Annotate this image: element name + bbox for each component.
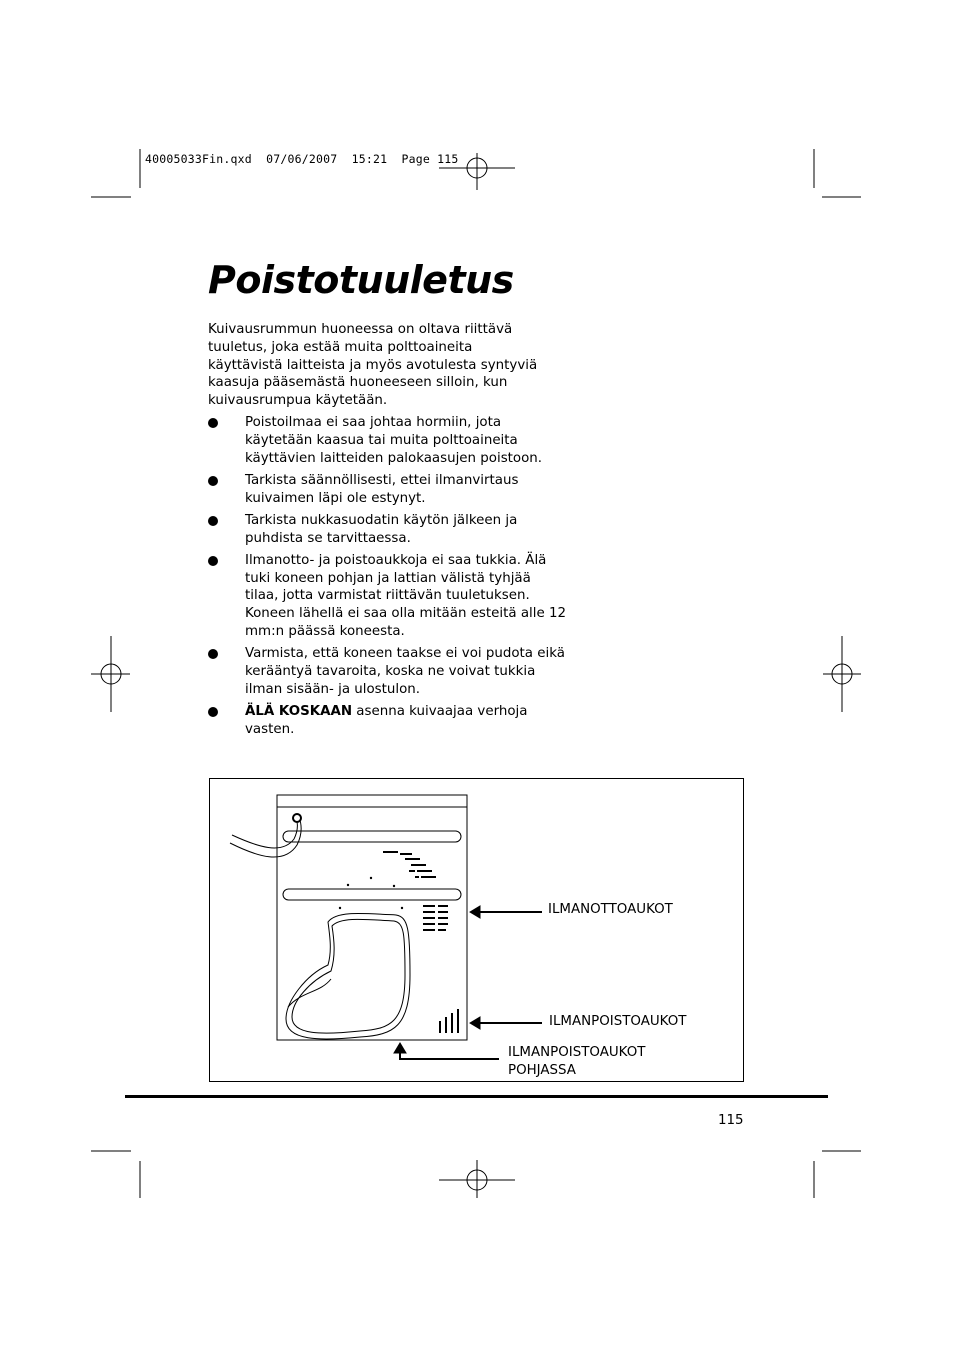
intro-paragraph: Kuivausrummun huoneessa on oltava riittävä tuuletus, joka estää muita polttoaineita käyttävistä laitteista ja myös avotulesta syntyviä kaasuja pääsemästä huoneeseen silloin, kun kuivausrumpua käytetään. (208, 322, 538, 409)
registration-mark-right (823, 636, 861, 712)
arrow-exhaust (470, 1017, 542, 1029)
bullet-text: Tarkista säännöllisesti, ettei ilmanvirtaus kuivaimen läpi ole estynyt. (245, 472, 519, 506)
arrow-intake (470, 906, 542, 918)
bullet-icon (208, 556, 218, 566)
list-item (208, 703, 568, 739)
bullet-text: asenna kuivaajaa verhoja vasten. (245, 703, 528, 737)
dryer-illustration (210, 779, 745, 1083)
dryer-ventilation-figure (209, 778, 744, 1082)
bullet-icon (208, 516, 218, 526)
file-slug: 40005033Fin.qxd 07/06/2007 15:21 Page 115 (145, 152, 459, 166)
page-number: 115 (718, 1113, 744, 1128)
list-item (208, 552, 568, 641)
label-exhaust: ILMANPOISTOAUKOT (549, 1014, 687, 1029)
cable-ring (293, 814, 301, 822)
bullet-text: Tarkista nukkasuodatin käytön jälkeen ja puhdista se tarvittaessa. (245, 512, 518, 546)
list-item (208, 414, 568, 467)
label-bottom-line2: POHJASSA (508, 1063, 576, 1078)
bullet-text: Ilmanotto- ja poistoaukkoja ei saa tukkia. Älä tuki koneen pohjan ja lattian välistä tyhjää tilaa, jotta varmistat riittävän tuuletuksen. Koneen lähellä ei saa olla mitään esteitä alle 12 mm:n päässä koneesta. (245, 552, 567, 639)
label-intake: ILMANOTTOAUKOT (548, 902, 673, 917)
page-title: Poistotuuletus (208, 258, 514, 302)
registration-mark-bottom (439, 1160, 515, 1198)
bullet-text: Varmista, että koneen taakse ei voi pudota eikä kerääntyä tavaroita, koska ne voivat tukkia ilman sisään- ja ulostulon. (245, 646, 565, 697)
list-item (208, 472, 568, 508)
bullet-icon (208, 649, 218, 659)
door-top-bar (283, 889, 461, 900)
bullet-icon (208, 707, 218, 717)
list-item (208, 645, 568, 698)
control-panel-bar (283, 831, 461, 842)
bullet-text: Poistoilmaa ei saa johtaa hormiin, jota käytetään kaasua tai muita polttoaineita käyttävien laitteiden palokaasujen poistoon. (245, 415, 543, 466)
arrow-bottom (394, 1043, 499, 1059)
label-bottom-line1: ILMANPOISTOAUKOT (508, 1045, 646, 1060)
bullet-icon (208, 476, 218, 486)
bullet-bold-text: ÄLÄ KOSKAAN (245, 703, 353, 719)
bullet-list (208, 414, 568, 743)
bullet-icon (208, 418, 218, 428)
label-bottom (508, 1044, 645, 1080)
footer-rule (125, 1095, 828, 1098)
list-item (208, 512, 568, 548)
registration-mark-left (91, 636, 130, 712)
